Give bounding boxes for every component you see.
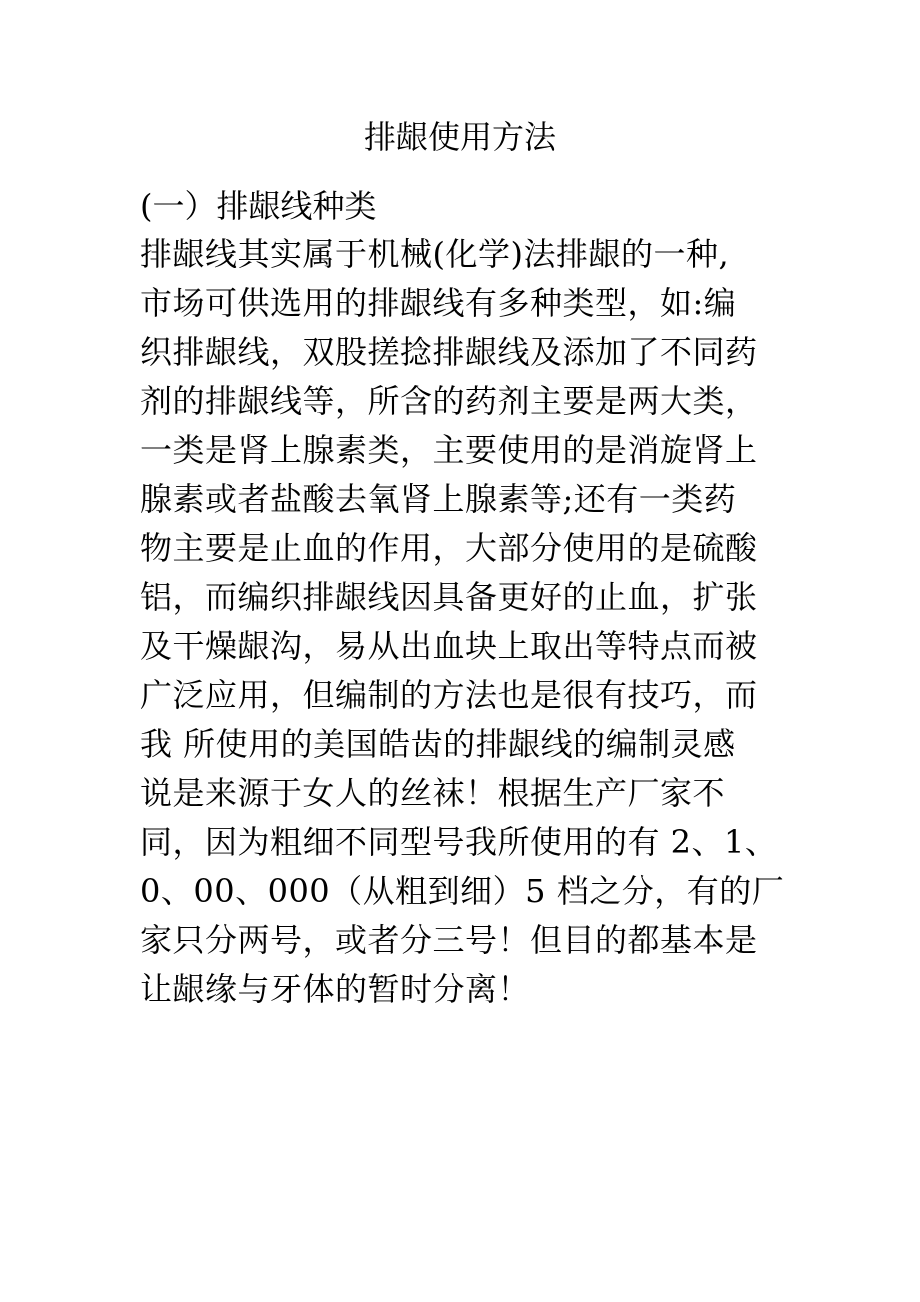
section-heading: (一）排龈线种类 <box>140 187 377 225</box>
paragraph-line: 同，因为粗细不同型号我所使用的有 2、1、 <box>140 823 778 861</box>
paragraph-line: 广泛应用，但编制的方法也是很有技巧，而 <box>140 676 758 714</box>
paragraph-line: 说是来源于女人的丝袜！根据生产厂家不 <box>140 774 726 812</box>
paragraph-line: 一类是肾上腺素类，主要使用的是消旋肾上 <box>140 431 758 469</box>
page-title: 排龈使用方法 <box>363 118 556 156</box>
body-paragraph <box>140 230 800 1014</box>
paragraph-line: 市场可供选用的排龈线有多种类型，如:编 <box>140 284 737 322</box>
paragraph-line: 织排龈线，双股搓捻排龈线及添加了不同药 <box>140 333 758 371</box>
paragraph-line: 0、00、000（从粗到细）5 档之分，有的厂 <box>140 872 785 910</box>
paragraph-line: 物主要是止血的作用，大部分使用的是硫酸 <box>140 529 758 567</box>
paragraph-line: 我 所使用的美国皓齿的排龈线的编制灵感 <box>140 725 736 763</box>
paragraph-line: 及干燥龈沟，易从出血块上取出等特点而被 <box>140 627 758 665</box>
paragraph-line: 让龈缘与牙体的暂时分离！ <box>140 970 531 1008</box>
paragraph-line: 腺素或者盐酸去氧肾上腺素等;还有一类药 <box>140 480 737 518</box>
paragraph-line: 铝，而编织排龈线因具备更好的止血，扩张 <box>140 578 758 616</box>
paragraph-line: 排龈线其实属于机械(化学)法排龈的一种, <box>140 235 730 273</box>
paragraph-line: 剂的排龈线等，所含的药剂主要是两大类， <box>140 382 758 420</box>
paragraph-line: 家只分两号，或者分三号！但目的都基本是 <box>140 921 758 959</box>
